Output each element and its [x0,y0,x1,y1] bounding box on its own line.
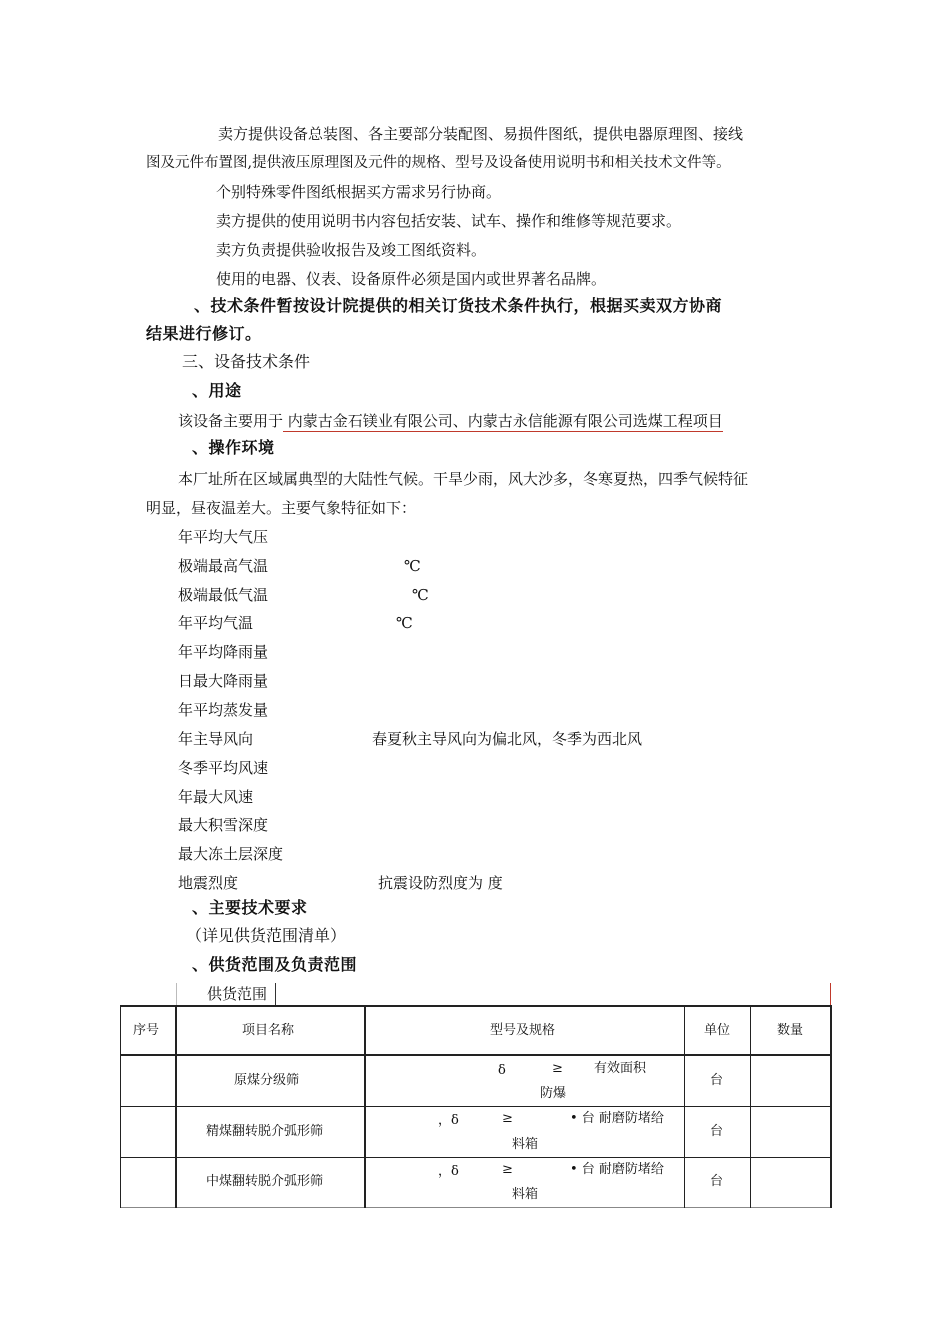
climate-label: 极端最高气温 [178,557,269,575]
section-title: 三、设备技术条件 [182,352,311,371]
row-spec-c: • 台 耐磨防堵给 [570,1162,664,1177]
row-name: 原煤分级筛 [234,1073,300,1088]
climate-label: 年平均大气压 [178,528,269,546]
bold-paragraph-line: 结果进行修订。 [146,324,262,343]
supply-box-label: 供货范围 [207,985,268,1003]
row-unit: 台 [710,1073,724,1088]
usage-prefix: 该设备主要用于 [178,412,284,430]
subsection-heading: 、供货范围及负责范围 [192,955,358,974]
climate-label: 冬季平均风速 [178,759,269,777]
paragraph-line: 图及元件布置图,提供液压原理图及元件的规格、型号及设备使用说明书和相关技术文件等。 [146,155,731,171]
requirements-note: （详见供货范围清单） [186,926,347,945]
row-spec-b: ≥ [502,1162,513,1177]
subsection-heading: 、主要技术要求 [192,898,308,917]
red-margin-line [830,983,831,1007]
row-unit: 台 [710,1124,724,1139]
paragraph-line: 使用的电器、仪表、设备原件必须是国内或世界著名品牌。 [216,270,607,288]
row-spec-line2: 料箱 [512,1137,539,1152]
table-header-seq: 序号 [133,1023,160,1038]
table-border [750,1005,751,1208]
climate-label: 年平均降雨量 [178,643,269,661]
climate-label: 极端最低气温 [178,586,269,604]
row-spec-line2: 料箱 [512,1187,539,1202]
table-border [120,1005,121,1208]
table-header-name: 项目名称 [242,1023,295,1038]
row-spec-c: 有效面积 [594,1061,647,1076]
paragraph-line: 卖方负责提供验收报告及竣工图纸资料。 [216,241,487,259]
table-header-spec: 型号及规格 [490,1023,556,1038]
row-unit: 台 [710,1174,724,1189]
table-border [684,1005,685,1208]
table-border [120,1157,831,1158]
row-name: 中煤翻转脱介弧形筛 [206,1174,324,1189]
row-spec-c: • 台 耐磨防堵给 [570,1111,664,1126]
climate-label: 年平均气温 [178,614,254,632]
usage-value: 内蒙古金石镁业有限公司、内蒙古永信能源有限公司选煤工程项目 [283,412,723,430]
climate-value: 抗震设防烈度为 度 [378,874,503,892]
row-spec-a: δ [498,1063,506,1078]
paragraph-line: 本厂址所在区域属典型的大陆性气候。干旱少雨，风大沙多，冬寒夏热，四季气候特征 [178,470,749,488]
paragraph-line: 个别特殊零件图纸根据买方需求另行协商。 [216,183,502,201]
usage-line [178,411,723,431]
paragraph-line: 卖方提供的使用说明书内容包括安装、试车、操作和维修等规范要求。 [216,212,682,230]
climate-label: 年主导风向 [178,730,254,748]
paragraph-line: 明显，昼夜温差大。主要气象特征如下： [146,499,417,517]
climate-value: 春夏秋主导风向为偏北风，冬季为西北风 [372,730,643,748]
climate-label: 年平均蒸发量 [178,701,269,719]
supply-box [176,983,276,1005]
table-header-qty: 数量 [777,1023,804,1038]
table-border [364,1005,366,1208]
climate-label: 最大积雪深度 [178,816,269,834]
table-border [120,1005,831,1007]
subsection-heading: 、用途 [192,381,242,400]
subsection-heading: 、操作环境 [192,438,275,457]
climate-value: ℃ [404,557,421,575]
climate-label: 日最大降雨量 [178,672,269,690]
row-spec-b: ≥ [502,1111,513,1126]
row-spec-line2: 防爆 [540,1086,567,1101]
table-border [830,1005,832,1208]
paragraph-line: 卖方提供设备总装图、各主要部分装配图、易损件图纸，提供电器原理图、接线 [218,125,744,143]
climate-label: 地震烈度 [178,874,239,892]
row-spec-a: ，δ [438,1113,459,1128]
climate-label: 最大冻土层深度 [178,845,284,863]
climate-value: ℃ [396,614,413,632]
row-name: 精煤翻转脱介弧形筛 [206,1124,324,1139]
climate-label: 年最大风速 [178,788,254,806]
table-border [120,1106,831,1107]
table-header-unit: 单位 [704,1023,731,1038]
row-spec-a: ，δ [438,1164,459,1179]
row-spec-b: ≥ [552,1061,563,1076]
bold-paragraph-line: 、技术条件暂按设计院提供的相关订货技术条件执行，根据买卖双方协商 [194,296,723,315]
table-border [120,1207,831,1208]
table-border [175,1005,177,1208]
climate-value: ℃ [412,586,429,604]
table-border [120,1054,831,1056]
